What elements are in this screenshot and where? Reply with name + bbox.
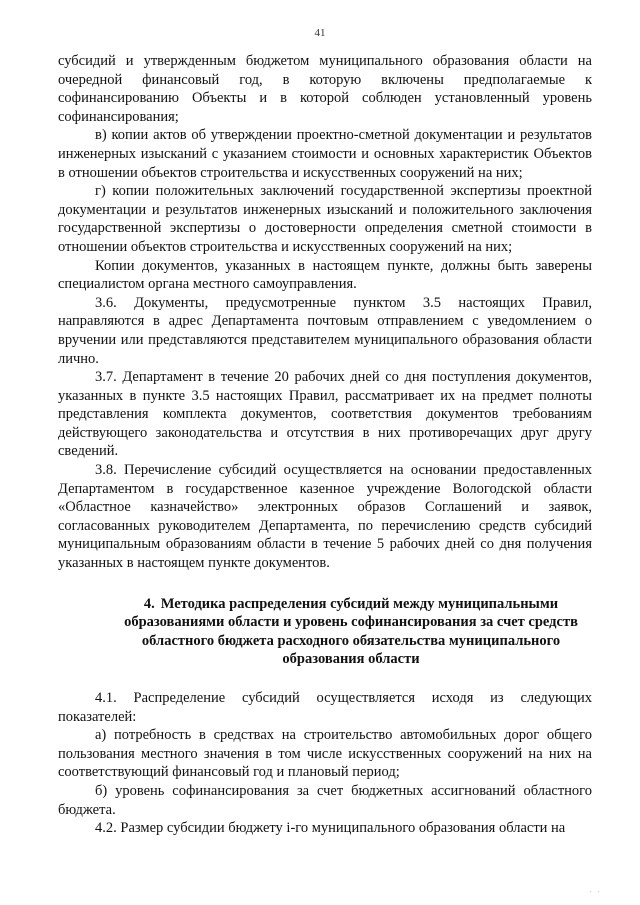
paragraph: а) потребность в средствах на строительство автомобильных дорог общего пользования местного значения в том числе искусственных сооружений на них на соответствующий финансовый год и плановый период;: [58, 727, 592, 781]
paragraph: 3.8. Перечисление субсидий осуществляется на основании предоставленных Департаментом в государственное казенное учреждение Вологодской области «Областное казначейство» электронных образов Соглашений и заявок, согласованных руководителем Департамента, по перечислению средств субсидий муниципальным образованиям области в течение 5 рабочих дней со дня получения указанных в настоящем пункте документов.: [58, 462, 592, 572]
paragraph: в) копии актов об утверждении проектно-сметной документации и результатов инженерных изысканий с указанием стоимости и основных характеристик Объектов в отношении объектов строительства и искусственных сооружений на них;: [58, 127, 592, 181]
footer-mark: · ·: [589, 888, 602, 896]
paragraphs-after-heading: [58, 689, 592, 838]
paragraph: 3.6. Документы, предусмотренные пунктом 3.5 настоящих Правил, направляются в адрес Департамента почтовым отправлением с уведомлением о вручении или представляются представителем муниципального образования области лично.: [58, 294, 592, 367]
paragraph: 3.7. Департамент в течение 20 рабочих дней со дня поступления документов, указанных в пункте 3.5 настоящих Правил, рассматривает их на предмет полноты представления комплекта документов, соответствия документов требованиям действующего законодательства и отсутствия в них противоречащих друг другу сведений.: [58, 369, 592, 460]
paragraph: б) уровень софинансирования за счет бюджетных ассигнований областного бюджета.: [58, 782, 592, 818]
section-heading: [58, 595, 592, 669]
section-number: 4.: [143, 595, 155, 612]
paragraph: г) копии положительных заключений государственной экспертизы проектной документации и результатов инженерных изысканий и положительного заключения государственной экспертизы о достоверности определения сметной стоимости в отношении объектов строительства и искусственных сооружений на них;: [58, 183, 592, 255]
section-title: Методика распределения субсидий между муниципальными образованиями области и уровень софинансирования за счет средств областного бюджета расходного обязательства муниципального образования области: [124, 595, 578, 668]
page-number: 41: [314, 27, 326, 39]
document-body: [58, 52, 592, 838]
paragraph: 4.1. Распределение субсидий осуществляется исходя из следующих показателей:: [58, 690, 592, 725]
paragraph: Копии документов, указанных в настоящем пункте, должны быть заверены специалистом органа местного самоуправления.: [58, 257, 592, 293]
paragraph: субсидий и утвержденным бюджетом муниципального образования области на очередной финансовый год, в которую включены предполагаемые к софинансированию Объекты и в которой соблюден установленный уровень софинансирования;: [58, 53, 592, 125]
paragraphs-before-heading: [58, 52, 592, 573]
paragraph: 4.2. Размер субсидии бюджету i-го муниципального образования области на: [95, 820, 566, 837]
